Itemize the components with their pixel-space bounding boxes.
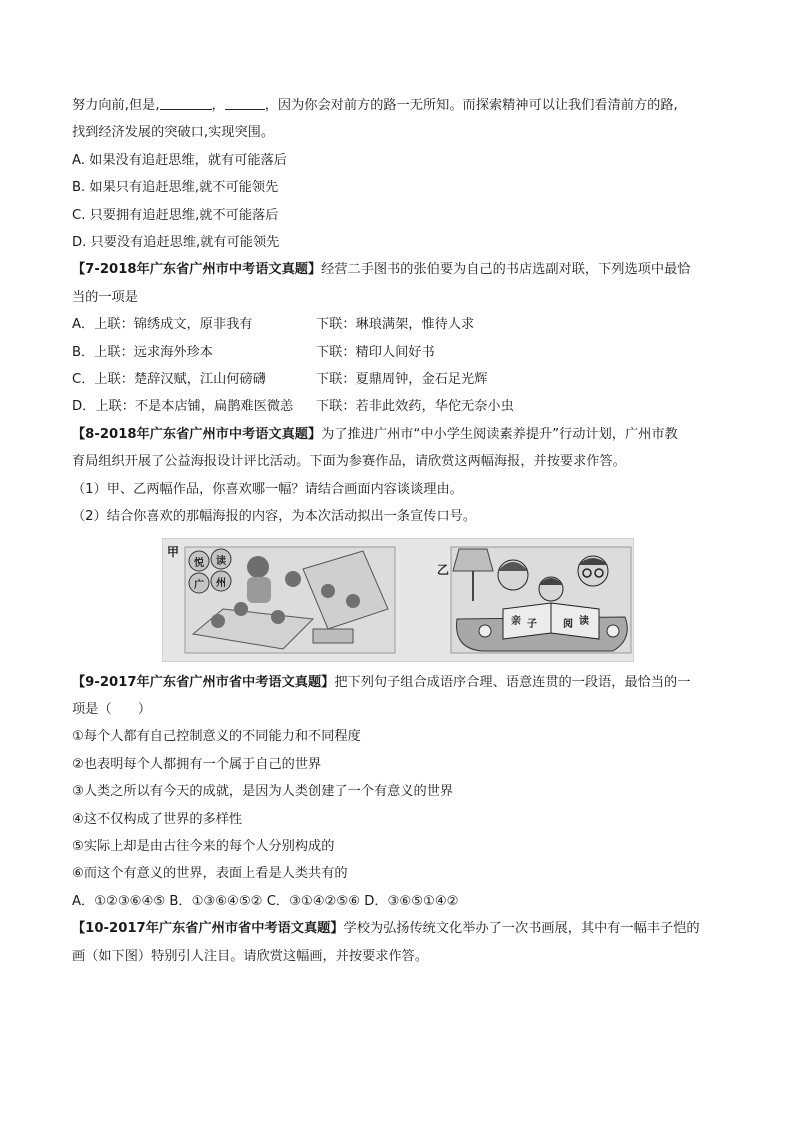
poster-a-char: 州 [216,577,226,589]
q9-item-4: ④这不仅构成了世界的多样性 [72,811,243,827]
q8-sub-2: （2）结合你喜欢的那幅海报的内容，为本次活动拟出一条宣传口号。 [72,509,477,525]
q10-stem-2: 画（如下图）特别引人注目。请欣赏这幅画，并按要求作答。 [72,948,429,964]
q6-text: 努力向前,但是, [72,98,160,113]
q8-tag: 【8-2018年广东省广州市中考语文真题】 [72,426,322,442]
poster-b-char: 读 [579,615,589,627]
q9-text: 把下列句子组合成语序合理、语意连贯的一段语，最恰当的一 [334,674,691,690]
couplet-down: 下联：若非此效药，华佗无奈小虫 [316,399,514,415]
couplet-up: D．上联：不是本店铺，扁鹊难医微恙 [72,399,294,415]
q9-answers: A．①②③⑥④⑤ B．①③⑥④⑤② C．③①④②⑤⑥ D．③⑥⑤①④② [72,893,459,909]
poster-a-label: 甲 [167,544,180,559]
q10-stem-1 [72,915,727,942]
q6-option-d: D. 只要没有追赶思维,就有可能领先 [72,235,280,251]
exam-page [72,92,727,970]
posters-illustration [163,539,633,661]
q7-option-b [72,339,727,366]
poster-a-char: 读 [216,555,226,567]
couplet-up: B．上联：远求海外珍本 [72,344,213,360]
q8-stem-1 [72,421,727,448]
q6-comma: ， [211,98,225,113]
q7-text: 经营二手图书的张伯要为自己的书店选副对联，下列选项中最恰 [321,262,691,278]
q6-option-c: C. 只要拥有追赶思维,就不可能落后 [72,207,279,223]
poster-a-char: 广 [194,579,204,591]
poster-b [451,547,631,653]
q9-item-2: ②也表明每个人都拥有一个属于自己的世界 [72,756,322,772]
q9-stem-2: 项是（ ） [72,701,152,717]
q9-item-3: ③人类之所以有今天的成就，是因为人类创建了一个有意义的世界 [72,784,454,800]
couplet-up: C．上联：楚辞汉赋，江山何磅礴 [72,372,266,388]
q9-item-6: ⑥而这个有意义的世界，表面上看是人类共有的 [72,866,348,882]
q10-text: 学校为弘扬传统文化举办了一次书画展，其中有一幅丰子恺的 [343,921,700,937]
q9-tag: 【9-2017年广东省广州市省中考语文真题】 [72,674,335,690]
q7-tag: 【7-2018年广东省广州市中考语文真题】 [72,262,322,278]
blank-1[interactable] [160,95,212,110]
poster-b-label: 乙 [437,562,450,577]
poster-b-char: 亲 [511,615,521,627]
couplet-down: 下联：琳琅满架，惟待人求 [316,317,475,333]
q6-line-1 [72,92,727,119]
q6-text: ，因为你会对前方的路一无所知。而探索精神可以让我们看清前方的路, [264,98,678,113]
blank-2[interactable] [225,95,265,110]
q9-item-5: ⑤实际上却是由古往今来的每个人分别构成的 [72,838,335,854]
poster-b-char: 阅 [563,618,573,630]
q6-option-b: B. 如果只有追赶思维,就不可能领先 [72,180,279,196]
q6-line-2: 找到经济发展的突破口,实现突围。 [72,125,275,141]
q7-option-a [72,311,727,338]
couplet-down: 下联：精印人间好书 [316,344,435,360]
q7-option-d [72,393,727,420]
poster-b-char: 子 [527,618,537,630]
q9-stem-1 [72,669,727,696]
q9-item-1: ①每个人都有自己控制意义的不同能力和不同程度 [72,729,361,745]
q8-stem-2: 育局组织开展了公益海报设计评比活动。下面为参赛作品，请欣赏这两幅海报，并按要求作答。 [72,454,626,470]
couplet-up: A．上联：锦绣成文，原非我有 [72,317,253,333]
q7-stem-2: 当的一项是 [72,289,138,305]
q8-sub-1: （1）甲、乙两幅作品，你喜欢哪一幅？请结合画面内容谈谈理由。 [72,481,463,497]
q7-option-c [72,366,727,393]
posters-figure [162,538,634,662]
q8-text: 为了推进广州市“中小学生阅读素养提升”行动计划，广州市教 [321,426,678,442]
q6-option-a: A. 如果没有追赶思维，就有可能落后 [72,152,287,168]
couplet-down: 下联：夏鼎周钟，金石足光辉 [316,372,488,388]
q7-stem-1 [72,256,727,283]
q10-tag: 【10-2017年广东省广州市省中考语文真题】 [72,921,344,937]
poster-a-char: 悦 [194,557,204,569]
